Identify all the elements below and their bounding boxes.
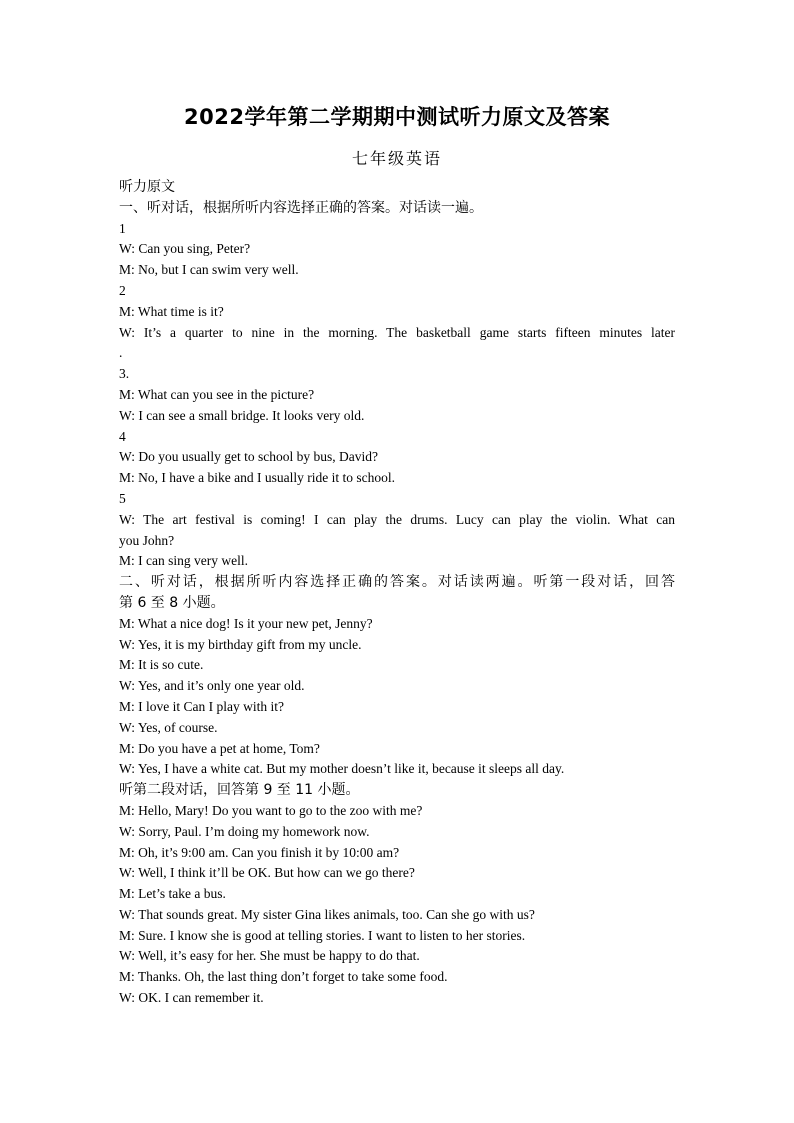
transcript-line: W: Sorry, Paul. I’m doing my homework now. (119, 823, 370, 839)
transcript-line: 1 (119, 220, 126, 236)
transcript-line: M: No, but I can swim very well. (119, 262, 299, 278)
transcript-line: you John? (119, 532, 175, 548)
transcript-line: M: What a nice dog! Is it your new pet, Jenny? (119, 615, 373, 631)
transcript-line: M: Oh, it’s 9:00 am. Can you finish it by 10:00 am? (119, 844, 400, 860)
transcript-body (119, 177, 675, 1009)
transcript-line: W: I can see a small bridge. It looks very old. (119, 407, 365, 423)
transcript-line: 听第二段对话，回答第 9 至 11 小题。 (119, 782, 360, 799)
transcript-line: W: That sounds great. My sister Gina likes animals, too. Can she go with us? (119, 906, 535, 922)
transcript-line: W: The art festival is coming! I can play the drums. Lucy can play the violin. What can (119, 511, 675, 527)
transcript-line: W: Yes, it is my birthday gift from my uncle. (119, 636, 362, 652)
transcript-line: 5 (119, 490, 126, 506)
transcript-line: W: It’s a quarter to nine in the morning. The basketball game starts fifteen minutes later (119, 324, 675, 340)
transcript-line: M: It is so cute. (119, 657, 204, 673)
transcript-line: 2 (119, 282, 126, 298)
transcript-line: 二、听对话，根据所听内容选择正确的答案。对话读两遍。听第一段对话，回答 (119, 574, 675, 591)
transcript-line: . (119, 345, 123, 361)
transcript-line: M: Let’s take a bus. (119, 886, 226, 902)
transcript-line: 3. (119, 366, 130, 382)
transcript-line: 听力原文 (119, 179, 175, 195)
transcript-line: M: I love it Can I play with it? (119, 698, 284, 714)
transcript-line: M: Thanks. Oh, the last thing don’t forget to take some food. (119, 969, 448, 985)
transcript-line: W: Do you usually get to school by bus, David? (119, 449, 378, 465)
transcript-line: W: Well, it’s easy for her. She must be happy to do that. (119, 948, 420, 964)
transcript-line: 一、听对话，根据所听内容选择正确的答案。对话读一遍。 (119, 199, 483, 216)
transcript-line: M: Do you have a pet at home, Tom? (119, 740, 320, 756)
transcript-line: W: Yes, of course. (119, 719, 218, 735)
transcript-line: M: No, I have a bike and I usually ride it to school. (119, 470, 395, 486)
transcript-line: M: Sure. I know she is good at telling stories. I want to listen to her stories. (119, 927, 526, 943)
transcript-line: W: Yes, I have a white cat. But my mother doesn’t like it, because it sleeps all day. (119, 761, 565, 777)
document-subtitle: 七年级英语 (351, 149, 442, 168)
transcript-line: W: Well, I think it’ll be OK. But how can we go there? (119, 865, 415, 881)
transcript-line: M: Hello, Mary! Do you want to go to the zoo with me? (119, 802, 423, 818)
transcript-line: W: OK. I can remember it. (119, 990, 264, 1006)
transcript-line: M: What time is it? (119, 303, 224, 319)
transcript-line: W: Can you sing, Peter? (119, 241, 251, 257)
transcript-line: M: I can sing very well. (119, 553, 248, 569)
transcript-line: 第 6 至 8 小题。 (119, 594, 225, 611)
transcript-line: M: What can you see in the picture? (119, 386, 315, 402)
transcript-line: 4 (119, 428, 126, 444)
document-title: 2022学年第二学期期中测试听力原文及答案 (184, 105, 610, 129)
transcript-line: W: Yes, and it’s only one year old. (119, 678, 305, 694)
